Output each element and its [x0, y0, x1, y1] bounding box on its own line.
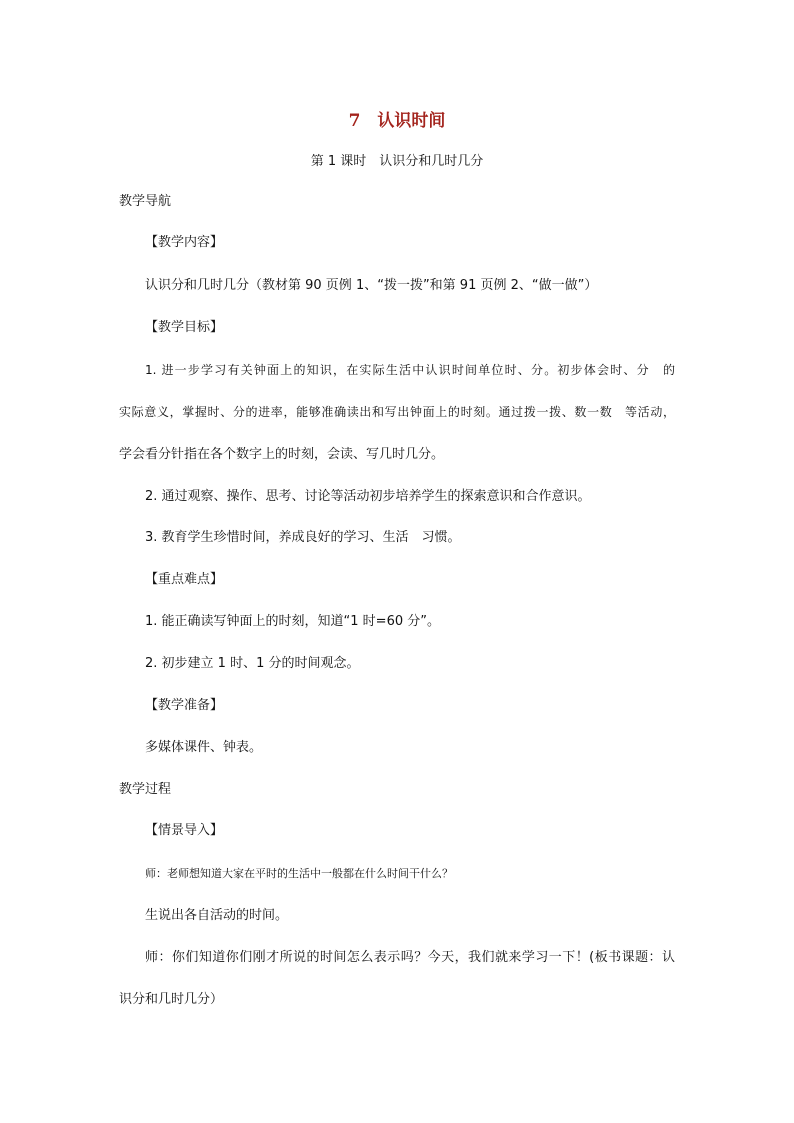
intro-heading: 【情景导入】: [145, 823, 224, 838]
teacher-line-2b: 识分和几时几分）: [119, 992, 224, 1007]
lesson-subtitle: 第 1 课时 认识分和几时几分: [310, 154, 484, 169]
content-text: 认识分和几时几分（教材第 90 页例 1、“拨一拨”和第 91 页例 2、“做一做”）: [145, 278, 598, 293]
content-heading: 【教学内容】: [145, 235, 224, 250]
goal1-line2: 实际意义，掌握时、分的进率，能够准确读出和写出钟面上的时刻。通过拨一拨、数一数 等活动，: [119, 405, 675, 419]
goal2-text: 2. 通过观察、操作、思考、讨论等活动初步培养学生的探索意识和合作意识。: [145, 489, 591, 504]
goals-heading: 【教学目标】: [145, 320, 224, 335]
teacher-line-2a: 师：你们知道你们刚才所说的时间怎么表示吗？今天，我们就来学习一下！(板书课题：认: [145, 950, 675, 965]
prep-text: 多媒体课件、钟表。: [145, 740, 263, 755]
key-heading: 【重点难点】: [145, 572, 224, 587]
section-heading-nav: 教学导航: [119, 194, 172, 209]
key2-text: 2. 初步建立 1 时、1 分的时间观念。: [145, 656, 360, 671]
section-heading-process: 教学过程: [119, 782, 172, 797]
goal1-line1: 1. 进一步学习有关钟面上的知识，在实际生活中认识时间单位时、分。初步体会时、分 的: [145, 363, 675, 377]
goal1-line3: 学会看分针指在各个数字上的时刻，会读、写几时几分。: [119, 447, 445, 462]
goal3-text: 3. 教育学生珍惜时间，养成良好的学习、生活 习惯。: [145, 530, 461, 545]
document-title: 7 认识时间: [348, 111, 446, 131]
key1-text: 1. 能正确读写钟面上的时刻，知道“1 时=60 分”。: [145, 614, 440, 629]
teacher-line-1: 师：老师想知道大家在平时的生活中一般都在什么时间干什么？: [145, 867, 453, 880]
prep-heading: 【教学准备】: [145, 698, 224, 713]
student-line-1: 生说出各自活动的时间。: [145, 908, 289, 923]
